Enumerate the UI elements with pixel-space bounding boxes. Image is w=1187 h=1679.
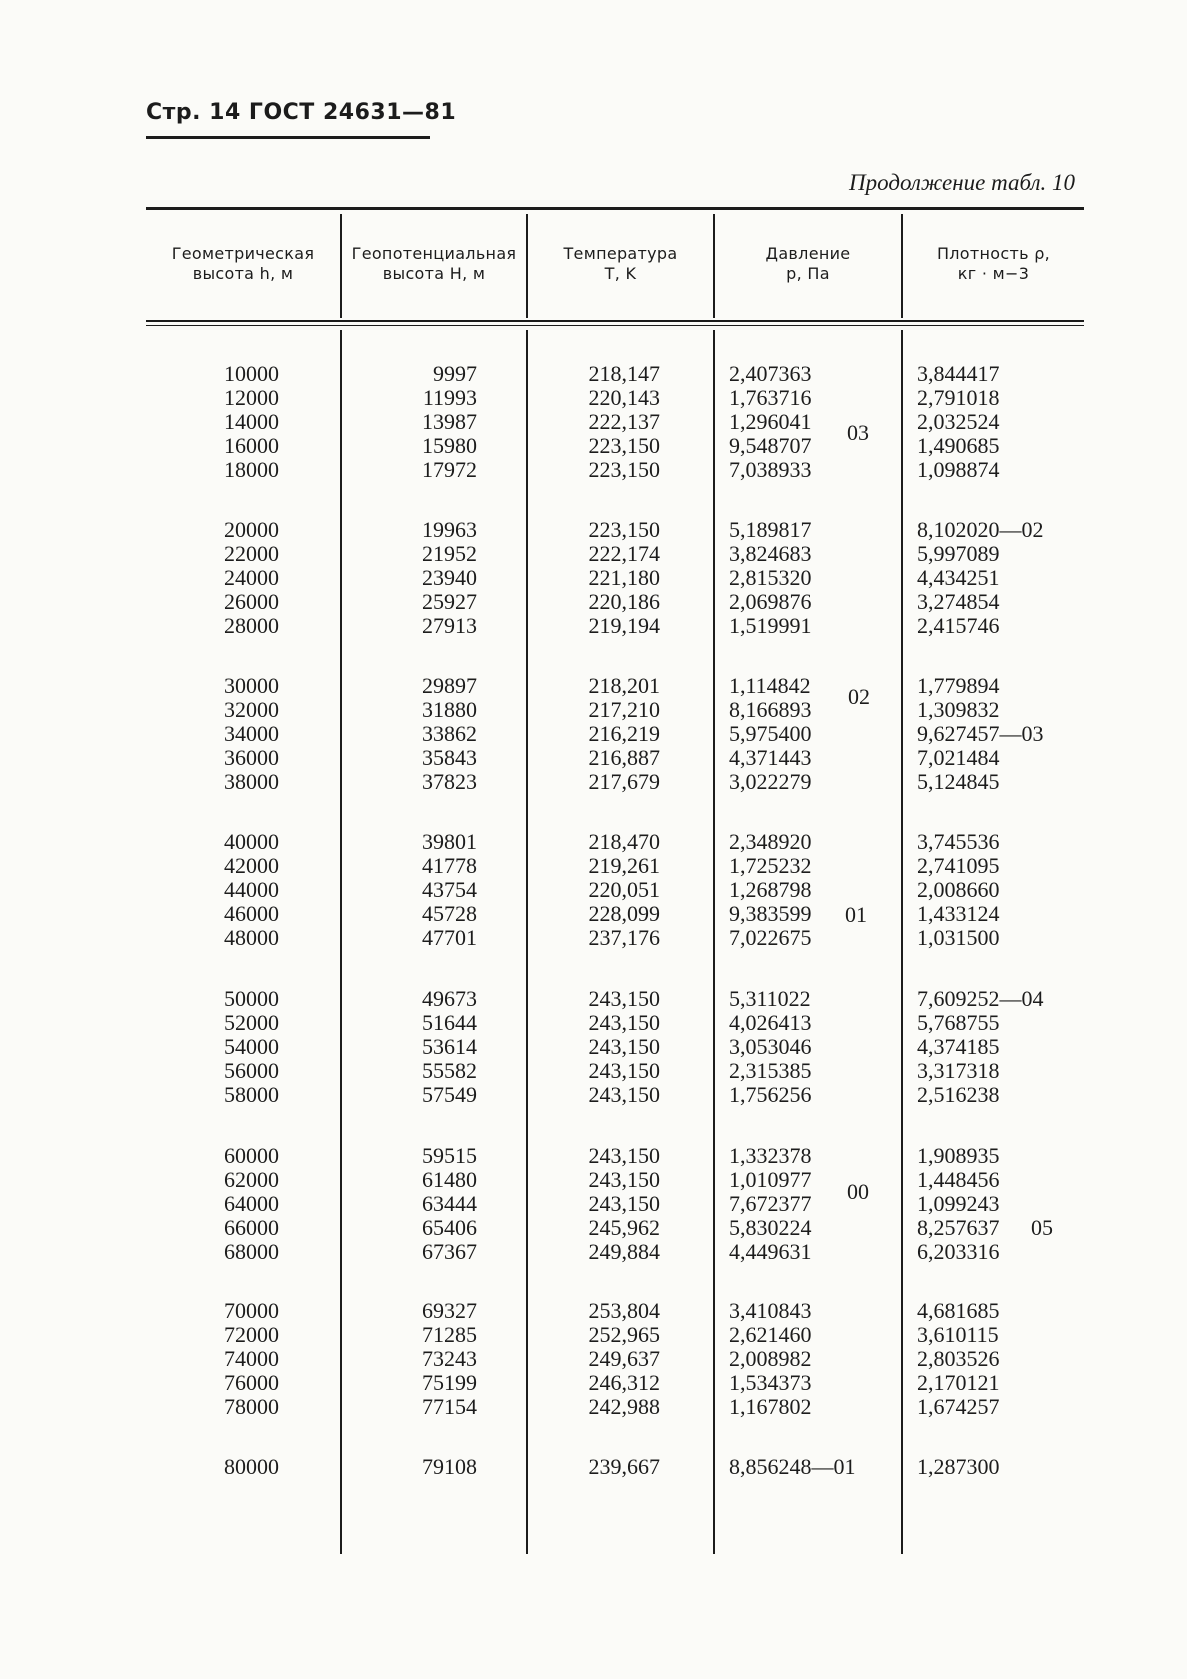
cell-geopotential-height: 55582 [422,1058,477,1083]
cell-density: 2,791018 [917,385,1000,410]
column-header-line2: высота h, м [192,264,294,283]
cell-pressure: 1,519991 [729,613,812,638]
cell-geometric-height: 66000 [224,1215,279,1240]
header-underline [146,136,430,139]
cell-geometric-height: 42000 [224,853,279,878]
cell-geopotential-height: 19963 [422,517,477,542]
cell-geopotential-height: 11993 [422,385,477,410]
cell-density: 1,433124 [917,901,1000,926]
cell-density: 1,031500 [917,925,1000,950]
cell-geometric-height: 14000 [224,409,279,434]
table-row [0,614,1187,638]
cell-density: 2,741095 [917,853,1000,878]
cell-geometric-height: 76000 [224,1370,279,1395]
cell-density: 3,745536 [917,829,1000,854]
table-row [0,1144,1187,1168]
table-row [0,902,1187,926]
cell-geometric-height: 56000 [224,1058,279,1083]
cell-geometric-height: 48000 [224,925,279,950]
cell-density: 6,203316 [917,1239,1000,1264]
table-row [0,1035,1187,1059]
table-row [0,1011,1187,1035]
cell-temperature: 217,210 [588,697,660,722]
cell-pressure: 1,534373 [729,1370,812,1395]
cell-temperature: 222,174 [588,541,660,566]
cell-geopotential-height: 33862 [422,721,477,746]
cell-geopotential-height: 31880 [422,697,477,722]
cell-temperature: 249,884 [588,1239,660,1264]
cell-temperature: 216,887 [588,745,660,770]
cell-geopotential-height: 35843 [422,745,477,770]
cell-geometric-height: 52000 [224,1010,279,1035]
cell-temperature: 219,261 [588,853,660,878]
cell-temperature: 243,150 [588,986,660,1011]
cell-pressure: 1,268798 [729,877,812,902]
column-header-geometric-height [146,244,340,284]
cell-density: 2,803526 [917,1346,1000,1371]
cell-geometric-height: 44000 [224,877,279,902]
cell-geometric-height: 34000 [224,721,279,746]
table-row [0,926,1187,950]
cell-pressure: 2,008982 [729,1346,812,1371]
cell-geopotential-height: 65406 [422,1215,477,1240]
cell-pressure: 1,756256 [729,1082,812,1107]
cell-geometric-height: 46000 [224,901,279,926]
cell-pressure: 2,407363 [729,361,812,386]
cell-pressure: 3,410843 [729,1298,812,1323]
cell-geometric-height: 10000 [224,361,279,386]
cell-geopotential-height: 61480 [422,1167,477,1192]
cell-density: 3,317318 [917,1058,1000,1083]
cell-geometric-height: 54000 [224,1034,279,1059]
table-row [0,674,1187,698]
cell-geometric-height: 32000 [224,697,279,722]
column-header-temperature [528,244,713,284]
cell-geopotential-height: 41778 [422,853,477,878]
cell-geometric-height: 22000 [224,541,279,566]
header-bottom-rule [146,320,1084,322]
cell-pressure: 1,725232 [729,853,812,878]
cell-geometric-height: 60000 [224,1143,279,1168]
cell-geopotential-height: 57549 [422,1082,477,1107]
table-row [0,722,1187,746]
table-row [0,518,1187,542]
cell-temperature: 243,150 [588,1034,660,1059]
cell-pressure: 8,856248—01 [729,1454,856,1479]
cell-geometric-height: 70000 [224,1298,279,1323]
cell-temperature: 249,637 [588,1346,660,1371]
table-row [0,542,1187,566]
cell-geometric-height: 18000 [224,457,279,482]
cell-geopotential-height: 23940 [422,565,477,590]
pressure-exponent-mark: 00 [847,1179,869,1204]
cell-temperature: 242,988 [588,1394,660,1419]
table-row [0,1299,1187,1323]
cell-geometric-height: 64000 [224,1191,279,1216]
cell-temperature: 239,667 [588,1454,660,1479]
cell-temperature: 220,186 [588,589,660,614]
cell-density: 9,627457—03 [917,721,1044,746]
table-row [0,1059,1187,1083]
cell-temperature: 222,137 [588,409,660,434]
cell-density: 7,021484 [917,745,1000,770]
cell-geopotential-height: 21952 [422,541,477,566]
cell-geometric-height: 80000 [224,1454,279,1479]
cell-geometric-height: 58000 [224,1082,279,1107]
cell-density: 4,434251 [917,565,1000,590]
cell-density: 3,844417 [917,361,1000,386]
cell-geometric-height: 74000 [224,1346,279,1371]
cell-geometric-height: 26000 [224,589,279,614]
cell-geometric-height: 20000 [224,517,279,542]
cell-pressure: 3,824683 [729,541,812,566]
cell-geometric-height: 12000 [224,385,279,410]
cell-geometric-height: 30000 [224,673,279,698]
cell-pressure: 3,022279 [729,769,812,794]
cell-geometric-height: 16000 [224,433,279,458]
cell-geopotential-height: 15980 [422,433,477,458]
cell-temperature: 243,150 [588,1143,660,1168]
cell-pressure: 1,114842 [729,673,811,698]
cell-pressure: 1,763716 [729,385,812,410]
cell-geopotential-height: 27913 [422,613,477,638]
table-row [0,590,1187,614]
cell-density: 1,490685 [917,433,1000,458]
cell-density: 1,287300 [917,1454,1000,1479]
column-header-line2: высота H, м [382,264,486,283]
column-header-pressure [715,244,901,284]
cell-density: 3,610115 [917,1322,999,1347]
cell-density: 7,609252—04 [917,986,1044,1011]
cell-temperature: 243,150 [588,1010,660,1035]
table-row [0,854,1187,878]
cell-temperature: 252,965 [588,1322,660,1347]
table-row [0,830,1187,854]
cell-pressure: 7,038933 [729,457,812,482]
cell-temperature: 243,150 [588,1191,660,1216]
pressure-exponent-mark: 01 [845,902,867,927]
cell-geopotential-height: 29897 [422,673,477,698]
cell-geometric-height: 36000 [224,745,279,770]
column-header-line1: Геопотенциальная [351,244,517,263]
table-row [0,566,1187,590]
table-row [0,362,1187,386]
cell-pressure: 1,167802 [729,1394,812,1419]
cell-temperature: 245,962 [588,1215,660,1240]
table-row [0,458,1187,482]
table-row [0,1240,1187,1264]
cell-density: 2,008660 [917,877,1000,902]
cell-temperature: 218,470 [588,829,660,854]
cell-geopotential-height: 71285 [422,1322,477,1347]
cell-geopotential-height: 25927 [422,589,477,614]
cell-temperature: 237,176 [588,925,660,950]
column-header-density [903,244,1084,284]
table-row [0,746,1187,770]
cell-pressure: 7,672377 [729,1191,812,1216]
cell-density: 8,257637 [917,1215,1000,1240]
table-row [0,1168,1187,1192]
cell-pressure: 9,383599 [729,901,812,926]
cell-geometric-height: 40000 [224,829,279,854]
cell-geopotential-height: 69327 [422,1298,477,1323]
table-top-rule [146,207,1084,210]
cell-temperature: 243,150 [588,1082,660,1107]
cell-geopotential-height: 73243 [422,1346,477,1371]
cell-temperature: 221,180 [588,565,660,590]
table-row [0,1347,1187,1371]
column-header-line1: Геометрическая [171,244,315,263]
cell-pressure: 5,189817 [729,517,812,542]
density-exponent-mark: 05 [1031,1215,1053,1240]
column-header-line2: кг · м−3 [957,264,1030,283]
cell-geopotential-height: 47701 [422,925,477,950]
cell-geopotential-height: 75199 [422,1370,477,1395]
cell-temperature: 243,150 [588,1058,660,1083]
cell-density: 2,032524 [917,409,1000,434]
column-header-line2: T, K [604,264,637,283]
cell-temperature: 223,150 [588,457,660,482]
cell-temperature: 218,201 [588,673,660,698]
cell-density: 3,274854 [917,589,1000,614]
table-row [0,878,1187,902]
cell-pressure: 4,026413 [729,1010,812,1035]
cell-pressure: 3,053046 [729,1034,812,1059]
table-row [0,770,1187,794]
cell-density: 5,997089 [917,541,1000,566]
cell-geometric-height: 62000 [224,1167,279,1192]
cell-temperature: 223,150 [588,433,660,458]
cell-temperature: 243,150 [588,1167,660,1192]
cell-density: 1,779894 [917,673,1000,698]
pressure-exponent-mark: 02 [848,684,870,709]
cell-temperature: 220,143 [588,385,660,410]
cell-density: 1,309832 [917,697,1000,722]
cell-pressure: 9,548707 [729,433,812,458]
cell-geopotential-height: 45728 [422,901,477,926]
cell-pressure: 1,332378 [729,1143,812,1168]
cell-geometric-height: 28000 [224,613,279,638]
cell-pressure: 1,010977 [729,1167,812,1192]
column-header-line1: Давление [765,244,851,263]
cell-density: 2,170121 [917,1370,1000,1395]
cell-geopotential-height: 79108 [422,1454,477,1479]
table-row [0,1395,1187,1419]
column-header-line1: Температура [563,244,678,263]
cell-density: 1,448456 [917,1167,1000,1192]
table-row [0,1192,1187,1216]
cell-temperature: 218,147 [588,361,660,386]
cell-pressure: 5,830224 [729,1215,812,1240]
cell-geometric-height: 78000 [224,1394,279,1419]
header-bottom-rule-2 [146,325,1084,326]
cell-geopotential-height: 9997 [433,361,477,386]
cell-pressure: 4,449631 [729,1239,812,1264]
cell-geopotential-height: 17972 [422,457,477,482]
cell-pressure: 7,022675 [729,925,812,950]
cell-temperature: 223,150 [588,517,660,542]
column-header-line2: p, Па [786,264,830,283]
cell-temperature: 219,194 [588,613,660,638]
cell-density: 1,908935 [917,1143,1000,1168]
cell-geopotential-height: 37823 [422,769,477,794]
table-row [0,410,1187,434]
cell-pressure: 8,166893 [729,697,812,722]
cell-density: 5,124845 [917,769,1000,794]
cell-temperature: 253,804 [588,1298,660,1323]
cell-geopotential-height: 77154 [422,1394,477,1419]
cell-geometric-height: 68000 [224,1239,279,1264]
cell-pressure: 2,621460 [729,1322,812,1347]
table-row [0,386,1187,410]
cell-geopotential-height: 43754 [422,877,477,902]
cell-pressure: 4,371443 [729,745,812,770]
cell-pressure: 2,069876 [729,589,812,614]
cell-pressure: 5,311022 [729,986,811,1011]
cell-density: 5,768755 [917,1010,1000,1035]
cell-density: 2,415746 [917,613,1000,638]
cell-pressure: 1,296041 [729,409,812,434]
column-header-geopotential-height [342,244,526,284]
pressure-exponent-mark: 03 [847,420,869,445]
cell-geopotential-height: 53614 [422,1034,477,1059]
table-continuation-caption: Продолжение табл. 10 [849,170,1075,195]
table-row [0,1371,1187,1395]
table-row [0,434,1187,458]
cell-density: 1,099243 [917,1191,1000,1216]
cell-geometric-height: 72000 [224,1322,279,1347]
cell-geometric-height: 24000 [224,565,279,590]
table-row [0,698,1187,722]
cell-density: 8,102020—02 [917,517,1044,542]
cell-geopotential-height: 49673 [422,986,477,1011]
table-row [0,1323,1187,1347]
cell-geopotential-height: 67367 [422,1239,477,1264]
cell-geopotential-height: 59515 [422,1143,477,1168]
cell-geopotential-height: 39801 [422,829,477,854]
cell-pressure: 2,315385 [729,1058,812,1083]
column-header-line1: Плотность ρ, [936,244,1051,263]
table-row [0,1216,1187,1240]
cell-density: 4,374185 [917,1034,1000,1059]
table-row [0,987,1187,1011]
cell-density: 4,681685 [917,1298,1000,1323]
cell-pressure: 5,975400 [729,721,812,746]
cell-geopotential-height: 13987 [422,409,477,434]
cell-geometric-height: 50000 [224,986,279,1011]
cell-geopotential-height: 63444 [422,1191,477,1216]
cell-temperature: 246,312 [588,1370,660,1395]
cell-geometric-height: 38000 [224,769,279,794]
cell-temperature: 228,099 [588,901,660,926]
cell-temperature: 217,679 [588,769,660,794]
cell-geopotential-height: 51644 [422,1010,477,1035]
cell-density: 1,098874 [917,457,1000,482]
page-header: Стр. 14 ГОСТ 24631—81 [146,100,457,125]
cell-temperature: 216,219 [588,721,660,746]
table-row [0,1455,1187,1479]
cell-pressure: 2,815320 [729,565,812,590]
table-row [0,1083,1187,1107]
cell-temperature: 220,051 [588,877,660,902]
cell-pressure: 2,348920 [729,829,812,854]
cell-density: 2,516238 [917,1082,1000,1107]
cell-density: 1,674257 [917,1394,1000,1419]
